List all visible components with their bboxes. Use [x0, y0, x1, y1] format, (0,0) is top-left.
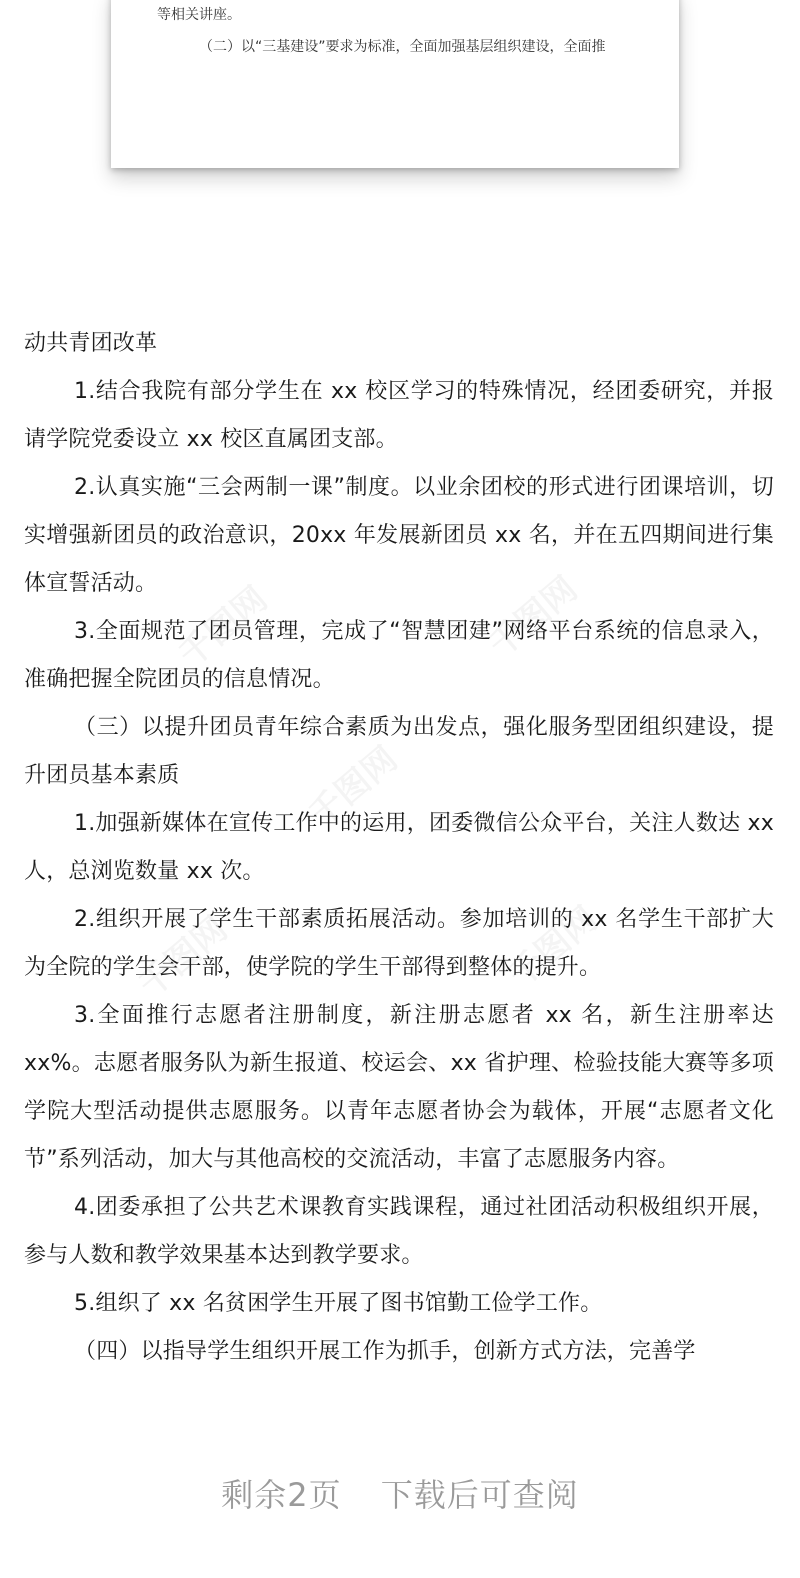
download-hint-label[interactable]: 下载后可查阅: [380, 1476, 579, 1514]
section-heading: （三）以提升团员青年综合素质为出发点，强化服务型团组织建设，提升团员基本素质: [24, 715, 774, 788]
download-prompt[interactable]: [0, 1470, 800, 1516]
paragraph: 1.加强新媒体在宣传工作中的运用，团委微信公众平台，关注人数达 xx 人，总浏览数量 xx 次。: [24, 811, 774, 884]
paragraph: 5.组织了 xx 名贫困学生开展了图书馆勤工俭学工作。: [74, 1291, 603, 1316]
paragraph: 3.全面推行志愿者注册制度，新注册志愿者 xx 名，新生注册率达 xx%。志愿者服务队为新生报道、校运会、xx 省护理、检验技能大赛等多项学院大型活动提供志愿服务。以青年志愿者协会为载体，开展“志愿者文化节”系列活动，加大与其他高校的交流活动，丰富了志愿服务内容。: [24, 1003, 774, 1172]
section-heading: （四）以指导学生组织开展工作为抓手，创新方式方法，完善学: [74, 1339, 696, 1364]
paragraph: 4.团委承担了公共艺术课教育实践课程，通过社团活动积极组织开展，参与人数和教学效果基本达到教学要求。: [24, 1195, 774, 1268]
preview-line-1: 等相关讲座。: [157, 7, 241, 23]
document-preview-card: [111, 0, 679, 168]
paragraph: 1.结合我院有部分学生在 xx 校区学习的特殊情况，经团委研究，并报请学院党委设立 xx 校区直属团支部。: [24, 379, 774, 452]
paragraph: 2.认真实施“三会两制一课”制度。以业余团校的形式进行团课培训，切实增强新团员的政治意识，20xx 年发展新团员 xx 名，并在五四期间进行集体宣誓活动。: [24, 475, 774, 596]
remaining-pages-label: 剩余2页: [221, 1476, 342, 1514]
paragraph: 动共青团改革: [24, 331, 158, 356]
preview-line-2: （二）以“三基建设”要求为标准，全面加强基层组织建设，全面推: [199, 39, 606, 55]
document-body: [24, 320, 774, 1376]
paragraph: 2.组织开展了学生干部素质拓展活动。参加培训的 xx 名学生干部扩大为全院的学生会干部，使学院的学生干部得到整体的提升。: [24, 907, 774, 980]
paragraph: 3.全面规范了团员管理，完成了“智慧团建”网络平台系统的信息录入，准确把握全院团员的信息情况。: [24, 619, 774, 692]
